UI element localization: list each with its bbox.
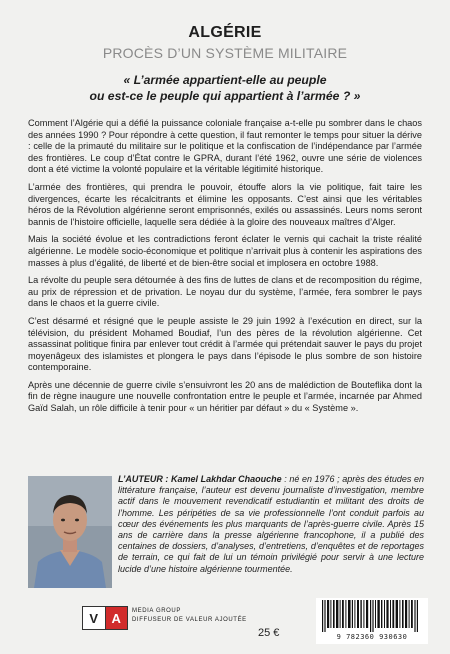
author-bio: [118, 474, 424, 575]
author-portrait-icon: [28, 476, 112, 588]
quote-line-2: ou est-ce le peuple qui appartient à l’armée ? »: [89, 89, 361, 103]
logo-letter-v: V: [83, 607, 106, 629]
epigraph-quote: [40, 72, 410, 104]
publisher-logo: [82, 606, 128, 630]
synopsis-paragraph: C’est désarmé et résigné que le peuple assiste le 29 juin 1992 à l’exécution en direct, sur la télévision, du président Mohamed Boudiaf, l’un des pères de la révolution algérienne. Cet assassinat politique finira par enlever tout crédit à l’armée qui prétendait sauver le pays du projet moyenâgeux des islamistes et plongera le pays dans l’épisode le plus sombre de son histoire contemporaine.: [28, 315, 422, 373]
synopsis-paragraph: Mais la société évolue et les contradictions feront éclater le vernis qui cachait la triste réalité algérienne. Le modèle socio-économique et politique n’arrivait plus à contenir les aspirations des masses à plus d’égalité, de liberté et de bien-être social et implosera en octobre 1988.: [28, 234, 422, 268]
barcode-number: 9 782360 930630: [336, 633, 408, 641]
synopsis: [28, 118, 422, 421]
publisher-line-2: DIFFUSEUR DE VALEUR AJOUTÉE: [132, 617, 247, 623]
synopsis-paragraph: Après une décennie de guerre civile s’ensuivront les 20 ans de malédiction de Bouteflika dont la fin de règne inaugure une nouvelle confrontation entre le peuple et l’armée, incarnée par Ahmed Gaïd Salah, un rôle difficile à tenir pour « un héritier par défaut » du « Système ».: [28, 379, 422, 414]
book-title: ALGÉRIE: [188, 24, 262, 41]
synopsis-paragraph: Comment l’Algérie qui a défié la puissance coloniale française a-t-elle pu sombrer dans le chaos des années 1990 ? Pour répondre à cette question, il faut remonter le temps pour situer la dérive : celle de la primauté du militaire sur le politique et la confiscation de l’indépendance par l’armée des frontières. Le coup d’État contre le GPRA, durant l’été 1962, ouvre une série de violences dont a été victime la volonté populaire et la véritable légitimité historique.: [28, 118, 422, 175]
author-bio-text: : né en 1976 ; après des études en littérature française, l’auteur est devenu journaliste d’investigation, membre actif dans le mouvement revendicatif estudiantin et militant des droits de l’homme. Les péripéties de sa vie professionnelle l’ont conduit parfois au cœur des événements les plus marquants de l’après-guerre civile. Après 15 ans de carrière dans la presse algérienne francophone, il a publié des centaines de dossiers, d’analyses, d’entretiens, d’enquêtes et de reportages de terrain, ce qui fait de lui un témoin privilégié pour servir à une lecture lucide d’une histoire algérienne tourmentée.: [118, 474, 425, 574]
logo-letter-a: A: [106, 607, 128, 629]
price: 25 €: [258, 627, 280, 639]
book-subtitle: PROCÈS D’UN SYSTÈME MILITAIRE: [102, 45, 348, 61]
synopsis-paragraph: L’armée des frontières, qui prendra le pouvoir, étouffe alors la vie politique, fait taire les divergences, écarte les récalcitrants et élimine les opposants. C’est ainsi que les véritables héros de la Révolution algérienne seront emprisonnés, exilés ou assassinés. Leurs noms seront bannis de l’histoire officielle, laquelle sera dédiée à la gloire des nouveaux maîtres d’Alger.: [28, 181, 422, 227]
author-name: L’AUTEUR : Kamel Lakhdar Chaouche: [118, 474, 282, 484]
publisher-line-1: MEDIA GROUP: [132, 608, 181, 614]
quote-line-1: « L’armée appartient-elle au peuple: [123, 73, 327, 87]
barcode-icon: [316, 598, 428, 632]
publisher-name: [132, 607, 247, 625]
author-photo: [28, 476, 112, 588]
synopsis-paragraph: La révolte du peuple sera détournée à des fins de luttes de clans et de recomposition du régime, au prix de répression et de privation. Le noyau dur du système, l’armée, fera sombrer le pays dans le chaos et la guerre civile.: [28, 275, 422, 309]
